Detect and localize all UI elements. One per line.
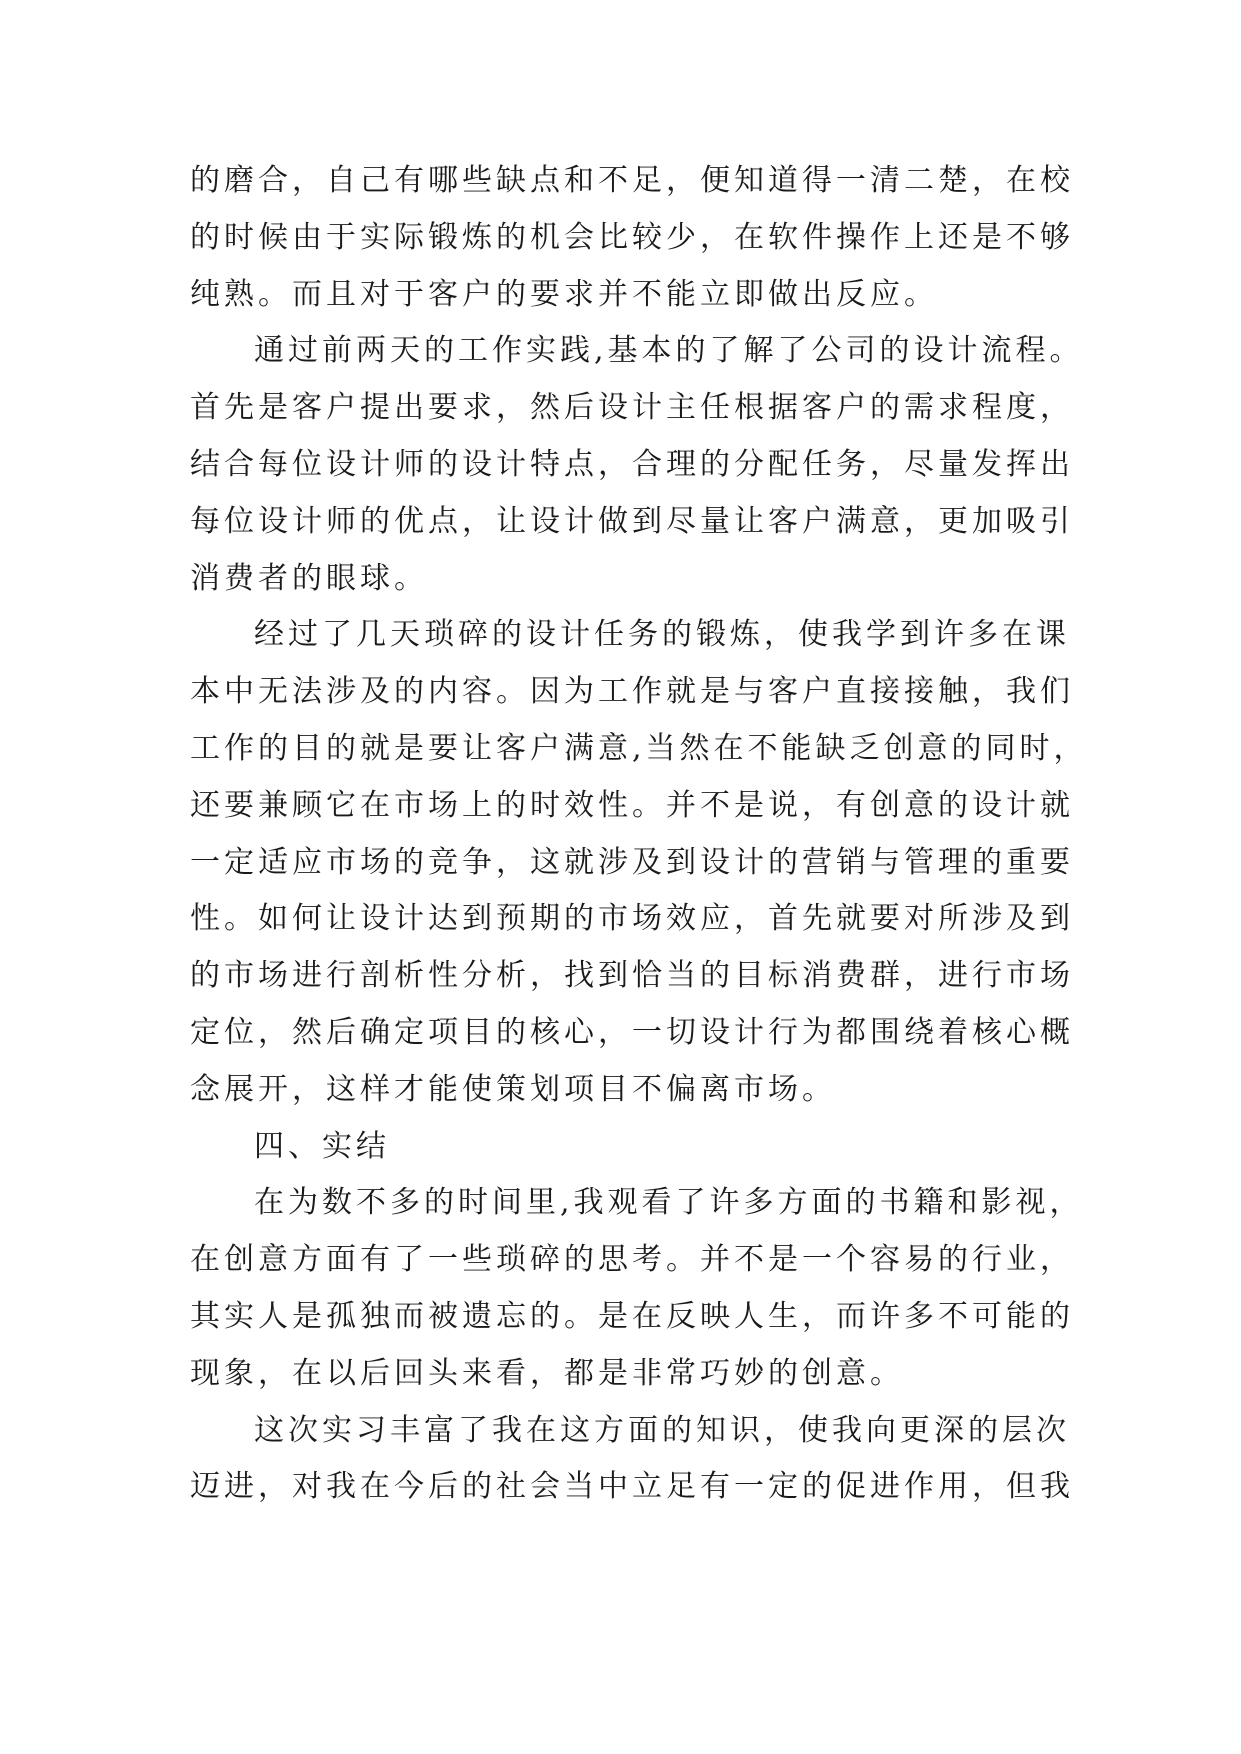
text-line: 在为数不多的时间里,我观看了许多方面的书籍和影视， (254, 1185, 1084, 1221)
text-line: 工作的目的就是要让客户满意,当然在不能缺乏创意的同时， (190, 730, 1088, 766)
text-line: 一定适应市场的竞争，这就涉及到设计的营销与管理的重要 (190, 844, 1074, 880)
text-line: 迈进，对我在今后的社会当中立足有一定的促进作用，但我 (190, 1469, 1074, 1505)
text-line: 每位设计师的优点，让设计做到尽量让客户满意，更加吸引 (190, 503, 1074, 539)
text-line: 其实人是孤独而被遗忘的。是在反映人生，而许多不可能的 (190, 1298, 1074, 1334)
text-line: 这次实习丰富了我在这方面的知识，使我向更深的层次 (254, 1412, 1070, 1448)
text-line: 的时候由于实际锻炼的机会比较少，在软件操作上还是不够 (190, 219, 1074, 255)
body-text (190, 153, 1088, 1516)
text-line: 的市场进行剖析性分析，找到恰当的目标消费群，进行市场 (190, 958, 1074, 994)
text-line: 消费者的眼球。 (190, 560, 428, 596)
text-line: 念展开，这样才能使策划项目不偏离市场。 (190, 1071, 836, 1107)
text-line: 四、实结 (254, 1128, 390, 1164)
text-line: 性。如何让设计达到预期的市场效应，首先就要对所涉及到 (190, 901, 1074, 937)
text-line: 首先是客户提出要求，然后设计主任根据客户的需求程度， (190, 390, 1074, 426)
text-line: 通过前两天的工作实践,基本的了解了公司的设计流程。 (254, 333, 1084, 369)
text-line: 还要兼顾它在市场上的时效性。并不是说，有创意的设计就 (190, 787, 1074, 823)
text-line: 经过了几天琐碎的设计任务的锻炼，使我学到许多在课 (254, 617, 1070, 653)
text-line: 现象，在以后回头来看，都是非常巧妙的创意。 (190, 1355, 904, 1391)
text-line: 在创意方面有了一些琐碎的思考。并不是一个容易的行业， (190, 1242, 1074, 1278)
text-line: 定位，然后确定项目的核心，一切设计行为都围绕着核心概 (190, 1014, 1074, 1050)
text-line: 的磨合，自己有哪些缺点和不足，便知道得一清二楚，在校 (190, 163, 1074, 198)
text-line: 结合每位设计师的设计特点，合理的分配任务，尽量发挥出 (190, 446, 1074, 482)
text-line: 本中无法涉及的内容。因为工作就是与客户直接接触，我们 (190, 674, 1074, 710)
text-line: 纯熟。而且对于客户的要求并不能立即做出反应。 (190, 276, 938, 312)
